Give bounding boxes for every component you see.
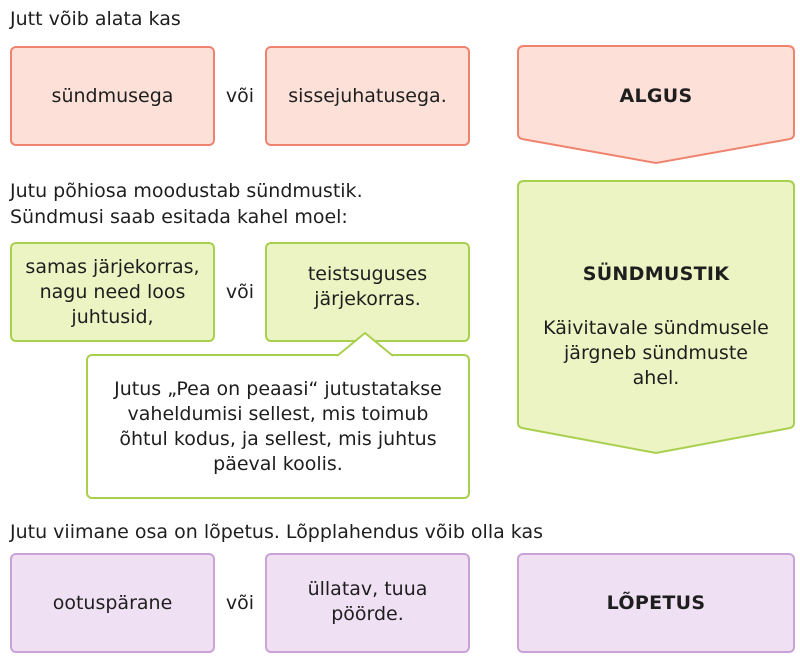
middle-option-same-order-line1: samas järjekorras,	[25, 255, 200, 278]
stage-plot-desc-line1: Käivitavale sündmusele	[543, 317, 769, 339]
ending-option-expected	[10, 553, 215, 653]
stage-plot-arrow	[517, 180, 795, 455]
stage-ending-box	[517, 553, 795, 653]
stage-beginning-title: ALGUS	[619, 85, 693, 107]
example-callout-line2: vaheldumisi sellest, mis toimub	[127, 402, 429, 425]
middle-option-same-order-line3: juhtusid,	[71, 305, 154, 328]
stage-beginning-arrow	[517, 45, 795, 165]
middle-option-different-order-line1: teistsuguses	[307, 263, 428, 285]
ending-lead: Jutu viimane osa on lõpetus. Lõpplahendus võib olla kas	[10, 521, 543, 543]
ending-option-surprising-line1: üllatav, tuua	[307, 578, 428, 600]
ending-or: või	[225, 592, 255, 614]
beginning-option-event	[10, 46, 215, 146]
ending-option-expected-label: ootuspärane	[52, 591, 173, 614]
example-callout-line4: päeval koolis.	[213, 452, 343, 475]
beginning-option-event-label: sündmusega	[51, 84, 174, 107]
middle-option-different-order	[265, 242, 470, 342]
stage-plot-title: SÜNDMUSTIK	[582, 263, 730, 285]
stage-plot-desc-line3: ahel.	[632, 367, 680, 389]
middle-lead-line2: Sündmusi saab esitada kahel moel:	[10, 206, 348, 228]
example-callout-line3: õhtul kodus, ja sellest, mis juhtus	[119, 427, 437, 450]
callout-pointer	[336, 331, 394, 357]
stage-plot-desc-line2: järgneb sündmuste	[564, 342, 748, 364]
beginning-option-intro	[265, 46, 470, 146]
example-callout-line1: Jutus „Pea on peaasi“ jutustatakse	[114, 377, 442, 400]
middle-option-different-order-line2: järjekorras.	[314, 288, 421, 310]
beginning-lead: Jutt võib alata kas	[10, 8, 181, 30]
middle-option-same-order	[10, 242, 215, 342]
ending-option-surprising-line2: pöörde.	[331, 603, 404, 625]
example-callout	[86, 354, 470, 499]
ending-option-surprising	[265, 553, 470, 653]
beginning-option-intro-label: sissejuhatusega.	[288, 84, 447, 107]
middle-or: või	[225, 281, 255, 303]
beginning-or: või	[225, 85, 255, 107]
middle-option-same-order-line2: nagu need loos	[39, 280, 186, 303]
stage-ending-title: LÕPETUS	[606, 591, 706, 614]
middle-lead-line1: Jutu põhiosa moodustab sündmustik.	[10, 180, 363, 202]
